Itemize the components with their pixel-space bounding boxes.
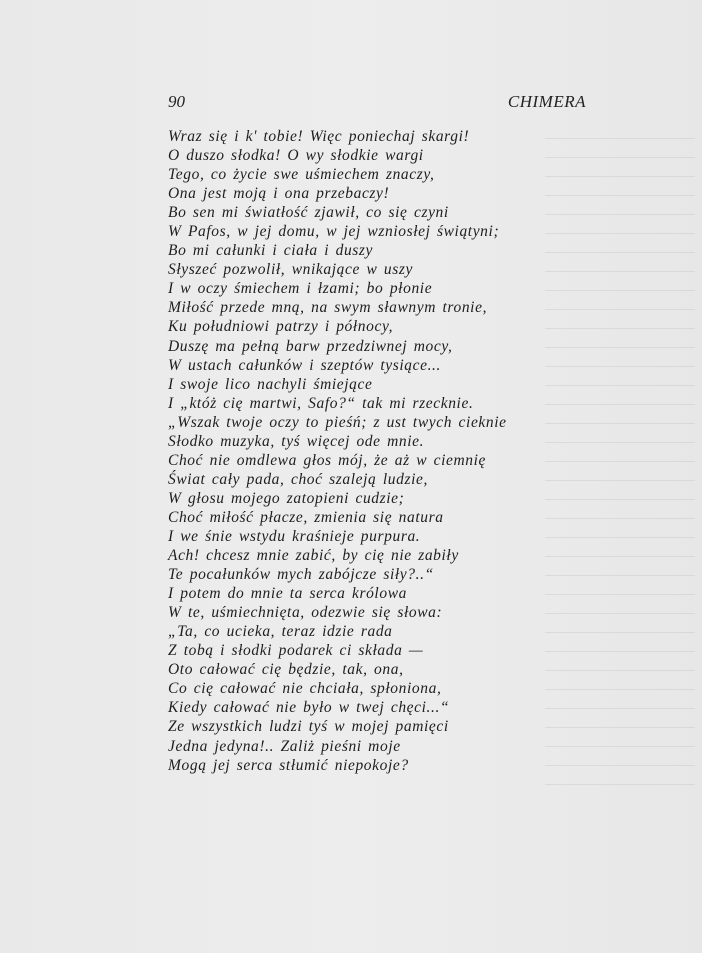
poem-line: Ach! chcesz mnie zabić, by cię nie zabiły [168,547,459,565]
poem-line: Kiedy całować nie było w twej chęci...“ [168,699,450,717]
poem-line: Z tobą i słodki podarek ci składa — [168,642,424,660]
poem-line: W głosu mojego zatopieni cudzie; [168,489,405,507]
poem-line: Mogą jej serca stłumić niepokoje? [168,756,409,774]
poem-line: Choć miłość płacze, zmienia się natura [168,508,444,526]
poem-line: I potem do mnie ta serca królowa [168,585,407,603]
poem-line: Wraz się i k' tobie! Więc poniechaj skargi! [168,128,470,145]
poem-line: Słodko muzyka, tyś więcej ode mnie. [168,432,425,450]
poem-text [168,127,538,775]
page-number: 90 [168,92,185,111]
poem-line: Bo mi całunki i ciała i duszy [168,242,374,260]
poem-line: Choć nie omdlewa głos mój, że aż w ciemnię [168,451,487,469]
poem-line: Te pocałunków mych zabójcze siły?..“ [168,566,434,584]
poem-line: Duszę ma pełną barw przedziwnej mocy, [168,337,453,355]
running-title: CHIMERA [507,92,586,111]
poem-line: Ze wszystkich ludzi tyś w mojej pamięci [168,718,449,736]
bleed-through-texture [545,125,695,785]
poem-line: Miłość przede mną, na swym sławnym tronie, [168,299,488,317]
poem-line: „Wszak twoje oczy to pieśń; z ust twych cieknie [168,413,507,431]
poem-line: I swoje lico nachyli śmiejące [168,375,373,393]
poem-line: Co cię całować nie chciała, spłoniona, [168,680,442,698]
poem-line: W Pafos, w jej domu, w jej wzniosłej świątyni; [168,223,500,241]
poem-line: I we śnie wstydu kraśnieje purpura. [168,527,421,545]
poem-line: Słyszeć pozwolił, wnikające w uszy [168,261,413,279]
poem-line: Oto całować cię będzie, tak, ona, [168,661,404,679]
poem-line: Jedna jedyna!.. Zaliż pieśni moje [168,737,401,755]
poem-line: „Ta, co ucieka, teraz idzie rada [168,623,393,641]
poem-line: W te, uśmiechnięta, odezwie się słowa: [168,604,443,622]
poem-line: O duszo słodka! O wy słodkie wargi [168,147,424,165]
poem-line: Bo sen mi światłość zjawił, co się czyni [168,204,449,222]
poem-line: Tego, co życie swe uśmiechem znaczy, [168,166,435,184]
poem-line: Ku południowi patrzy i północy, [168,318,394,336]
poem-line: Świat cały pada, choć szaleją ludzie, [168,470,428,488]
page-header [168,92,586,118]
poem-line: W ustach całunków i szeptów tysiące... [168,356,442,374]
poem-line: I „któż cię martwi, Safo?“ tak mi rzecknie. [168,394,474,412]
poem-line: I w oczy śmiechem i łzami; bo płonie [168,280,433,298]
poem-line: Ona jest moją i ona przebaczy! [168,185,390,203]
